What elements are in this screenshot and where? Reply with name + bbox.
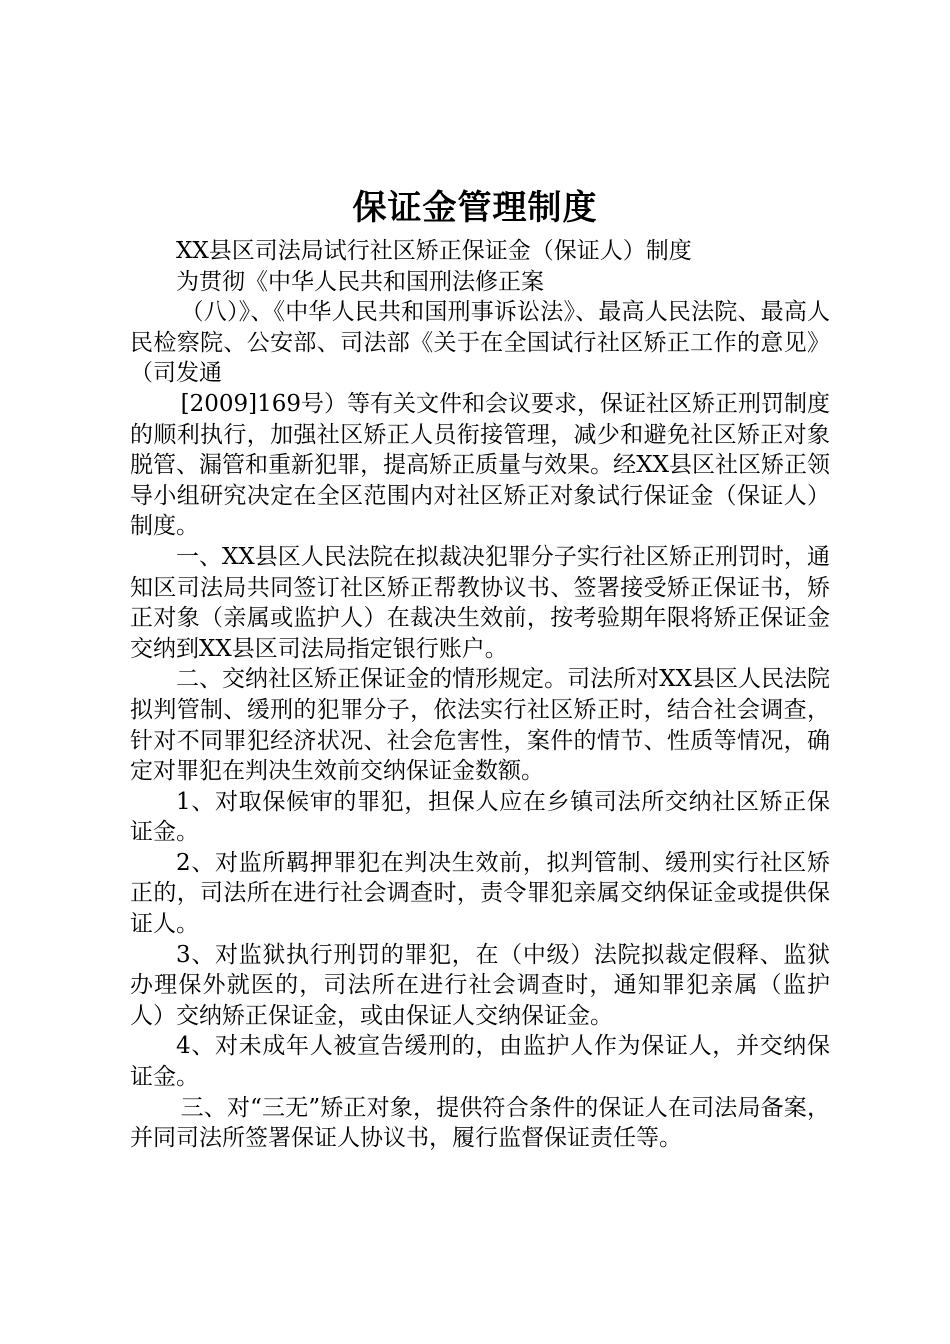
paragraph: 三、对“三无”矫正对象，提供符合条件的保证人在司法局备案，并同司法所签署保证人协议书，履行监督保证责任等。 <box>130 1094 830 1152</box>
document-body <box>130 236 830 1154</box>
paragraph-heading: XX县区司法局试行社区矫正保证金（保证人）制度 <box>176 238 692 264</box>
paragraph: 3、对监狱执行刑罚的罪犯，在（中级）法院拟裁定假释、监狱办理保外就医的，司法所在进行社会调查时，通知罪犯亲属（监护人）交纳矫正保证金，或由保证人交纳保证金。 <box>130 941 830 1029</box>
paragraph: 4、对未成年人被宣告缓刑的，由监护人作为保证人，并交纳保证金。 <box>130 1033 830 1091</box>
paragraph: 1、对取保候审的罪犯，担保人应在乡镇司法所交纳社区矫正保证金。 <box>130 788 830 846</box>
document-title: 保证金管理制度 <box>352 188 598 228</box>
paragraph: [2009]169号）等有关文件和会议要求，保证社区矫正刑罚制度的顺利执行，加强社区矫正人员衔接管理，减少和避免社区矫正对象脱管、漏管和重新犯罪，提高矫正质量与效果。经XX县区社区矫正领导小组研究决定在全区范围内对社区矫正对象试行保证金（保证人）制度。 <box>130 390 830 540</box>
paragraph: 为贯彻《中华人民共和国刑法修正案 <box>176 268 544 295</box>
paragraph: 2、对监所羁押罪犯在判决生效前，拟判管制、缓刑实行社区矫正的，司法所在进行社会调查时，责令罪犯亲属交纳保证金或提供保证人。 <box>130 849 830 938</box>
paragraph: 一、XX县区人民法院在拟裁决犯罪分子实行社区矫正刑罚时，通知区司法局共同签订社区矫正帮教协议书、签署接受矫正保证书，矫正对象（亲属或监护人）在裁决生效前，按考验期年限将矫正保证金交纳到XX县区司法局指定银行账户。 <box>130 543 830 662</box>
paragraph: 二、交纳社区矫正保证金的情形规定。司法所对XX县区人民法院拟判管制、缓刑的犯罪分子，依法实行社区矫正时，结合社会调查，针对不同罪犯经济状况、社会危害性，案件的情节、性质等情况，确定对罪犯在判决生效前交纳保证金数额。 <box>130 666 830 785</box>
paragraph: （八）》、《中华人民共和国刑事诉讼法》、最高人民法院、最高人民检察院、公安部、司法部《关于在全国试行社区矫正工作的意见》（司发通 <box>130 299 830 387</box>
